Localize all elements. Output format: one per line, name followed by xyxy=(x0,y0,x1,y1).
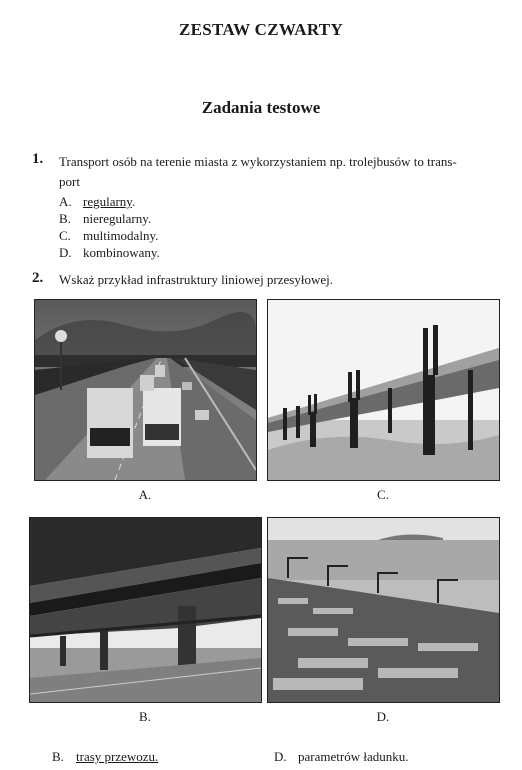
question-1-text-line1: Transport osób na terenie miasta z wykorzystaniem np. trolejbusów to trans- xyxy=(59,154,457,169)
option-letter: A. xyxy=(59,194,72,209)
option-text-underlined: regularny xyxy=(83,194,132,209)
option-letter: D. xyxy=(59,245,72,260)
photo-label-b: B. xyxy=(139,709,151,724)
question-2-number: 2. xyxy=(32,270,44,286)
question-1-text xyxy=(59,152,509,192)
question-1-option-c xyxy=(59,227,160,244)
bottom-answer-d xyxy=(274,749,408,765)
question-1-option-a xyxy=(59,193,160,210)
photo-overpass xyxy=(29,517,262,703)
set-title: ZESTAW CZWARTY xyxy=(178,20,344,39)
photo-label-a: A. xyxy=(138,487,152,502)
question-2-text: Wskaż przykład infrastruktury liniowej przesyłowej. xyxy=(59,272,333,287)
photo-container-port xyxy=(267,517,500,703)
photo-pipeline xyxy=(267,299,500,481)
answer-letter: D. xyxy=(274,749,287,764)
section-title: Zadania testowe xyxy=(201,98,321,117)
photo-label-d: D. xyxy=(376,709,390,724)
photo-highway-trucks xyxy=(34,299,257,481)
photo-label-c: C. xyxy=(377,487,389,502)
bottom-answer-b xyxy=(52,749,158,765)
question-1-options xyxy=(59,193,160,261)
option-letter: B. xyxy=(59,211,71,226)
question-1-number: 1. xyxy=(32,151,44,167)
question-1-option-b xyxy=(59,210,160,227)
option-text-suffix: . xyxy=(131,194,136,209)
answer-text: parametrów ładunku. xyxy=(298,749,409,764)
answer-letter: B. xyxy=(52,749,64,764)
question-1-option-d xyxy=(59,244,160,261)
answer-text: trasy przewozu. xyxy=(76,749,159,764)
option-letter: C. xyxy=(59,228,71,243)
option-text: kombinowany. xyxy=(83,245,160,260)
question-1-text-line2: port xyxy=(59,174,80,189)
option-text: multimodalny. xyxy=(83,228,159,243)
option-text: nieregularny. xyxy=(83,211,152,226)
